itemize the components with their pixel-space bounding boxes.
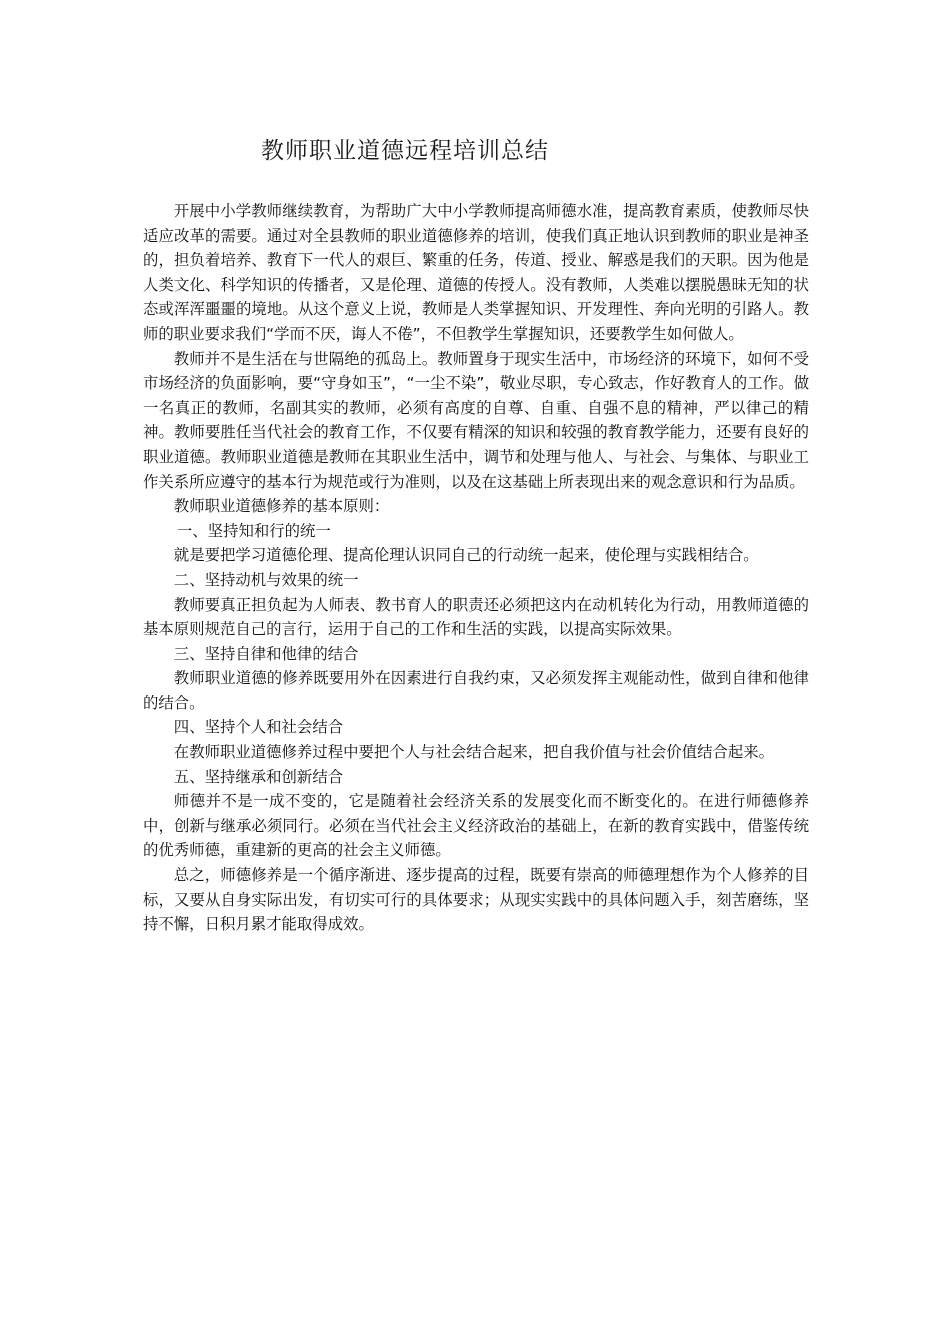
document-title: 教师职业道德远程培训总结 — [261, 138, 549, 164]
paragraph-intro: 开展中小学教师继续教育，为帮助广大中小学教师提高师德水准，提高教育素质，使教师尽快适应改革的需要。通过对全县教师的职业道德修养的培训，使我们真正地认识到教师的职业是神圣的，担负着培养、教育下一代人的艰巨、繁重的任务，传道、授业、解惑是我们的天职。因为他是人类文化、科学知识的传播者，又是伦理、道德的传授人。没有教师，人类难以摆脱愚昧无知的状态或浑浑噩噩的境地。从这个意义上说，教师是人类掌握知识、开发理性、奔向光明的引路人。教师的职业要求我们“学而不厌，诲人不倦”，不但教学生掌握知识，还要教学生如何做人。 — [143, 202, 809, 343]
principle-4-text: 在教师职业道德修养过程中要把个人与社会结合起来，把自我价值与社会价值结合起来。 — [173, 743, 775, 762]
principle-3-heading: 三、坚持自律和他律的结合 — [173, 644, 359, 663]
principles-heading: 教师职业道德修养的基本原则： — [173, 497, 390, 516]
principle-2-heading: 二、坚持动机与效果的统一 — [173, 570, 359, 589]
principle-5-heading: 五、坚持继承和创新结合 — [173, 767, 344, 786]
principle-1-text: 就是要把学习道德伦理、提高伦理认识同自己的行动统一起来，使伦理与实践相结合。 — [173, 546, 759, 565]
document-body — [143, 199, 809, 937]
paragraph-conclusion: 总之，师德修养是一个循序渐进、逐步提高的过程，既要有崇高的师德理想作为个人修养的目标，又要从自身实际出发，有切实可行的具体要求；从现实实践中的具体问题入手，刻苦磨练，坚持不懈，日积月累才能取得成效。 — [143, 866, 809, 934]
principle-1-heading: 一、坚持知和行的统一 — [176, 521, 331, 540]
principle-4-heading: 四、坚持个人和社会结合 — [173, 718, 344, 737]
principle-3-text: 教师职业道德的修养既要用外在因素进行自我约束，又必须发挥主观能动性，做到自律和他律的结合。 — [143, 669, 809, 712]
paragraph-isolation: 教师并不是生活在与世隔绝的孤岛上。教师置身于现实生活中，市场经济的环境下，如何不受市场经济的负面影响，要“守身如玉”，“一尘不染”，敬业尽职，专心致志，作好教育人的工作。做一名真正的教师，名副其实的教师，必须有高度的自尊、自重、自强不息的精神，严以律己的精神。教师要胜任当代社会的教育工作，不仅要有精深的知识和较强的教育教学能力，还要有良好的职业道德。教师职业道德是教师在其职业生活中，调节和处理与他人、与社会、与集体、与职业工作关系所应遵守的基本行为规范或行为准则，以及在这基础上所表现出来的观念意识和行为品质。 — [143, 349, 809, 491]
principle-2-text: 教师要真正担负起为人师表、教书育人的职责还必须把这内在动机转化为行动，用教师道德的基本原则规范自己的言行，运用于自己的工作和生活的实践，以提高实际效果。 — [143, 595, 809, 639]
principle-5-text: 师德并不是一成不变的，它是随着社会经济关系的发展变化而不断变化的。在进行师德修养中，创新与继承必须同行。必须在当代社会主义经济政治的基础上，在新的教育实践中，借鉴传统的优秀师德，重建新的更高的社会主义师德。 — [143, 792, 809, 860]
